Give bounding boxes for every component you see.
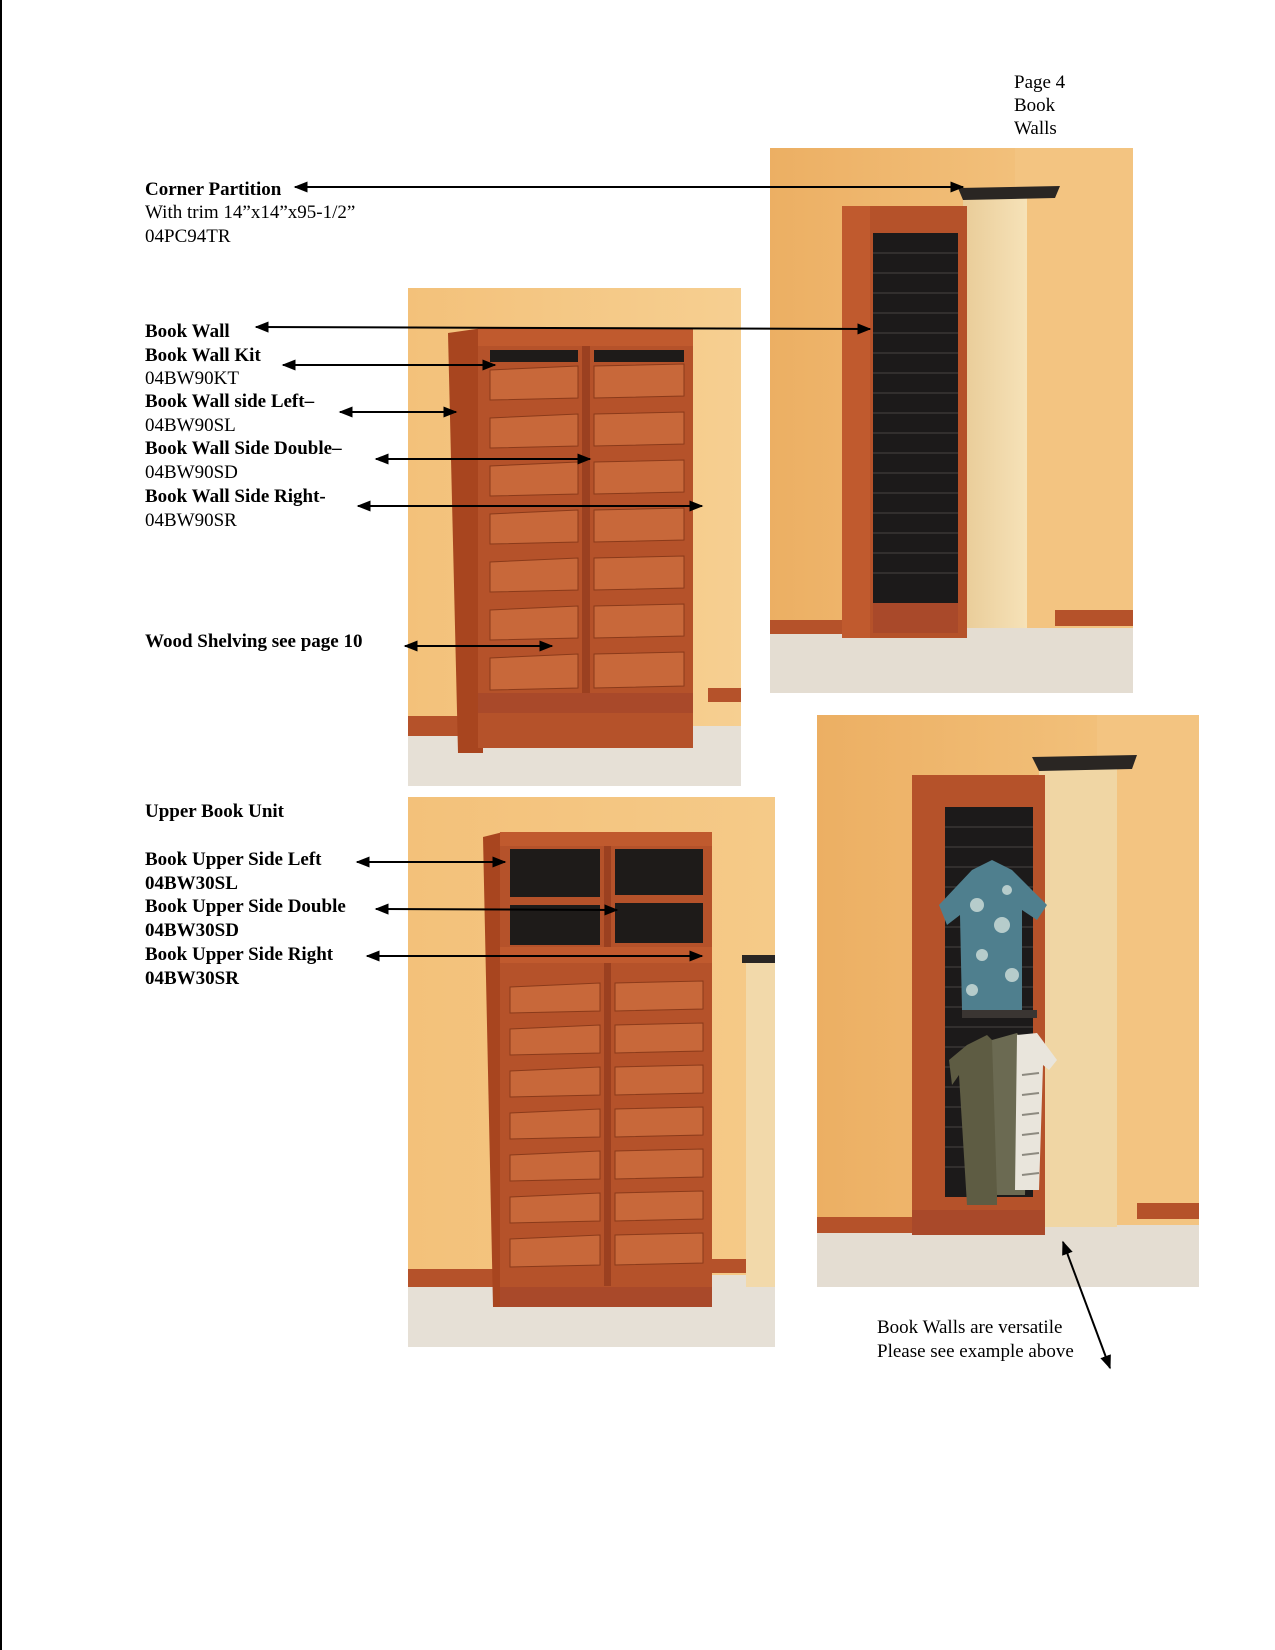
wood-shelving-note: Wood Shelving see page 10 <box>145 631 363 652</box>
book-wall-kit-label: Book Wall Kit <box>145 345 261 366</box>
corner-partition-code: 04PC94TR <box>145 226 231 247</box>
page-section-word-2: Walls <box>1014 118 1057 139</box>
book-wall-side-left-code: 04BW90SL <box>145 415 236 436</box>
book-wall-photo <box>408 288 741 786</box>
page-number: Page 4 <box>1014 72 1066 93</box>
book-wall-title: Book Wall <box>145 321 230 342</box>
page-edge-line <box>0 0 2 1650</box>
corner-partition-photo <box>770 148 1133 693</box>
book-wall-side-left-label: Book Wall side Left– <box>145 391 315 412</box>
book-wall-kit-code: 04BW90KT <box>145 368 239 389</box>
versatile-note-line-1: Book Walls are versatile <box>877 1317 1063 1338</box>
upper-book-unit-photo <box>408 797 775 1347</box>
book-wall-side-right-label: Book Wall Side Right- <box>145 486 326 507</box>
upper-book-unit-title: Upper Book Unit <box>145 801 285 822</box>
book-wall-side-right-code: 04BW90SR <box>145 510 237 531</box>
upper-side-left-code: 04BW30SL <box>145 873 238 894</box>
corner-partition-title: Corner Partition <box>145 179 282 200</box>
page-section-word-1: Book <box>1014 95 1056 116</box>
versatile-note-line-2: Please see example above <box>877 1341 1074 1362</box>
upper-side-right-label: Book Upper Side Right <box>145 944 334 965</box>
book-wall-side-double-label: Book Wall Side Double– <box>145 438 342 459</box>
book-wall-side-double-code: 04BW90SD <box>145 462 238 483</box>
corner-partition-dimensions: With trim 14”x14”x95-1/2” <box>145 202 356 223</box>
upper-side-double-code: 04BW30SD <box>145 920 239 941</box>
upper-side-left-label: Book Upper Side Left <box>145 849 322 870</box>
clothing-display-photo <box>817 715 1199 1287</box>
upper-side-right-code: 04BW30SR <box>145 968 239 989</box>
upper-side-double-label: Book Upper Side Double <box>145 896 346 917</box>
